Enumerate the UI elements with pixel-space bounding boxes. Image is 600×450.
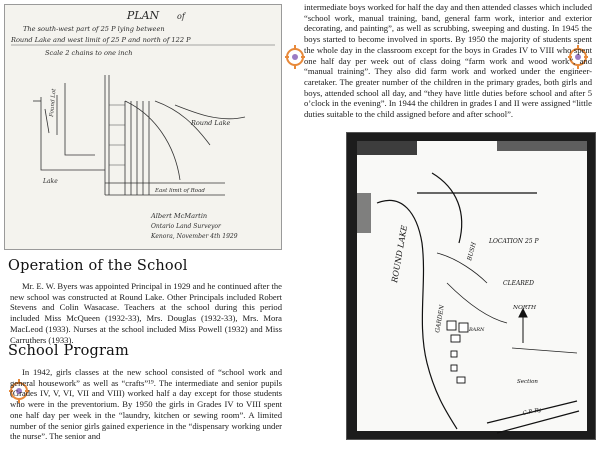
site-garden-label: GARDEN [434, 304, 446, 334]
program-paragraph: In 1942, girls classes at the new school consisted of “school work and general housework” as well as “crafts”¹⁹. The intermediate and senior pupils (Grades IV, V, VI, VII and VIII) worked half a day except for those students who were in the preventorium. By 1950 the girls in Grades IV to VIII spent one half day per week in the “laundry, kitchen or sewing room”. A limited number of the senior girls gained experience in the “dispensary working under the nurse”. The senior and [10, 367, 282, 442]
site-cleared-label: CLEARED [503, 280, 534, 287]
survey-plan-image [4, 4, 282, 250]
site-sketch-image [346, 132, 596, 440]
plan-title: PLAN [126, 9, 160, 22]
site-location-label: LOCATION 25 P [489, 238, 539, 245]
plan-round-lake-label: Round Lake [191, 119, 231, 127]
site-round-lake-label: ROUND LAKE [390, 224, 410, 284]
site-barn-label: BARN [469, 327, 485, 333]
site-cp-label: C.P. Ry [522, 407, 543, 417]
operation-paragraph: Mr. E. W. Byers was appointed Principal in 1929 and he continued after the new school was constructed at Round Lake. Other Principals included Robert Stevens and Colin Wasacase. Teachers at the school during this period included Miss McQueen (1932-33), Mrs. Douglas (1932-33), Mrs. Mora MacLeod (1933). Nurses at the school included Miss Powell (1932) and Miss Carruthers (1933). [10, 281, 282, 345]
site-section-label: Section [517, 379, 538, 385]
site-bush-label: BUSH [466, 241, 478, 262]
plan-found-lot-label: Found Lot [49, 88, 58, 118]
plan-signature-name: Albert McMartin [151, 212, 208, 220]
plan-signature-date: Kenora, November 4th 1929 [151, 233, 238, 240]
continued-paragraph: intermediate boys worked for half the day and then attended classes which included “school work, manual training, band, general farm work, interior and exterior decorating, and painting”, as well as scrubbing, sweeping and dusting. In 1945 the boys started to become involved in sports. By 1950 the majority of students spent the whole day in the classroom except for the boys in Grades IV to VIII who spent one half day per week out of class doing “farm work and wood work”, and “manual training”. They also did farm work and worked under the engineer-caretaker. The greater number of the children in the primary grades, both girls and boys, attended school all day, and “they have little duties before school and after 5 o’clock in the evening”. In 1944 the children in grades I and II were assigned “little duties suitable to the child assigned before and after school”. [304, 2, 592, 120]
site-sketch-drawing [347, 133, 595, 439]
logo-icon [284, 44, 306, 70]
program-heading: School Program [8, 343, 129, 359]
plan-signature-title: Ontario Land Surveyor [151, 223, 221, 230]
plan-east-limit-label: East limit of Road [155, 188, 205, 194]
plan-line-1: The south-west part of 25 P lying between [23, 25, 165, 33]
plan-line-3: Scale 2 chains to one inch [45, 49, 133, 57]
plan-line-2: Round Lake and west limit of 25 P and north of 122 P [11, 36, 191, 44]
plan-title-of: of [177, 12, 185, 21]
survey-plan-drawing [5, 5, 281, 249]
operation-heading: Operation of the School [8, 258, 188, 274]
site-north-label: NORTH [513, 305, 537, 311]
plan-lake-label: Lake [43, 178, 58, 185]
